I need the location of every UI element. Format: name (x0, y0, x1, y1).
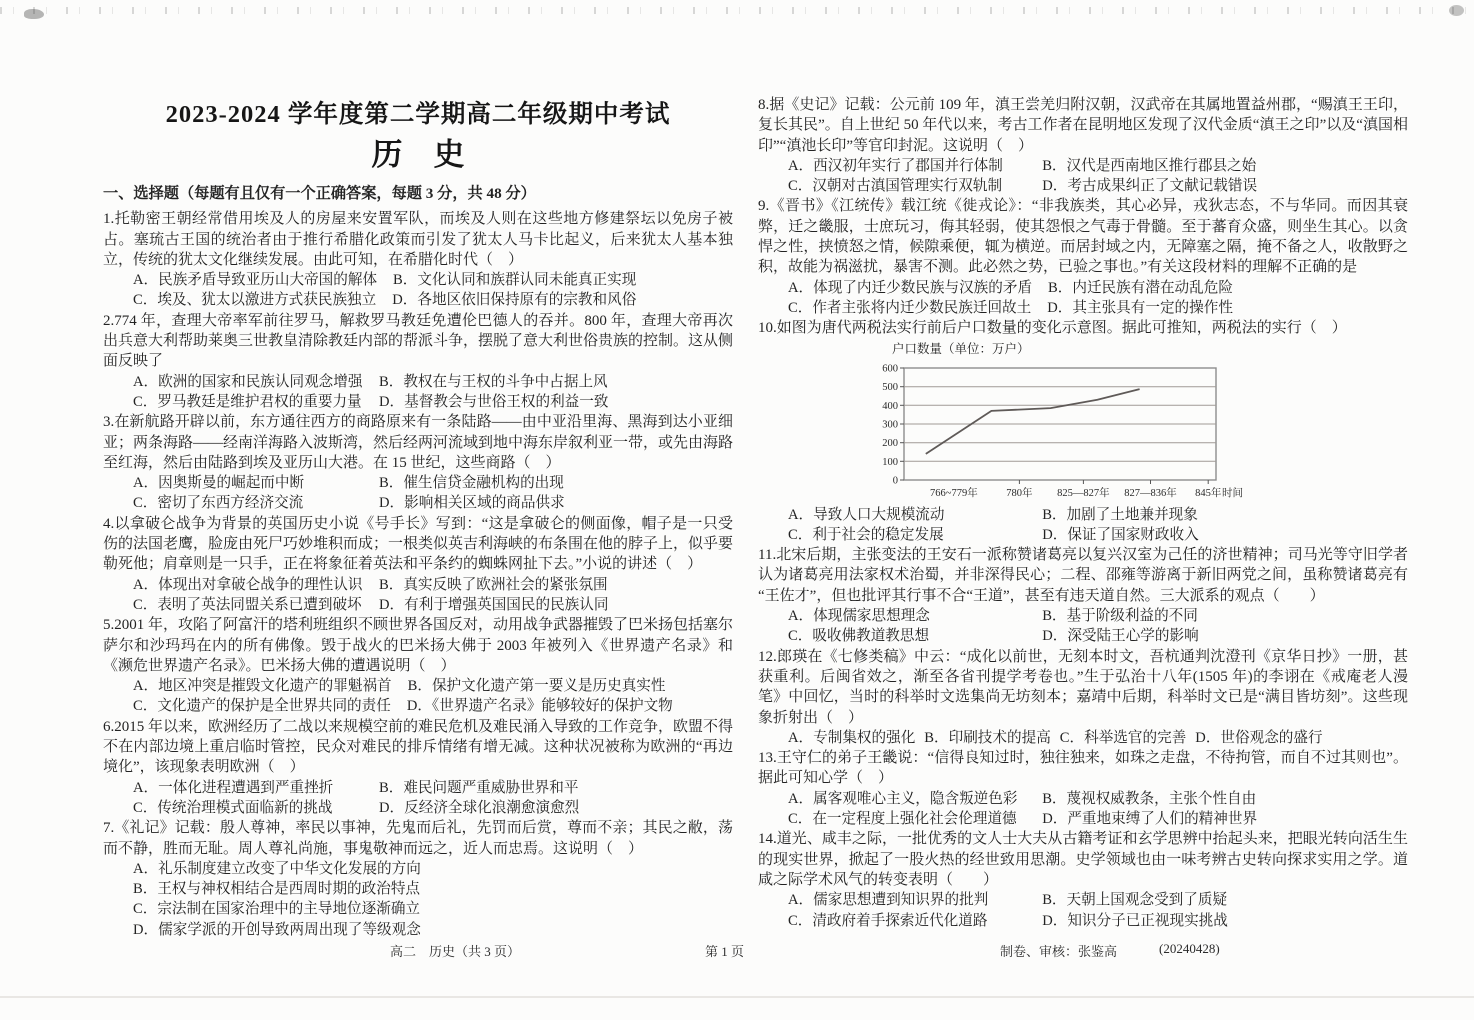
question-stem: 3.在新航路开辟以前，东方通往西方的商路原来有一条陆路——由中亚沿里海、黑海到达小亚细亚；两条海路——经南洋海路入波斯湾，然后经两河流域到地中海东岸叙利亚一带，或先由海路至红海，然后由陆路到埃及亚历山大港。在 15 世纪，这些商路（ ） (103, 414, 734, 471)
option-d: D．考古成果纠正了文献记载错误 (1042, 178, 1258, 195)
option-c: C．汉朝对古滇国管理实行双轨制 (788, 178, 1003, 195)
option-d: D．影响相关区域的商品供求 (379, 495, 565, 512)
footer-course-info: 高二 历史（共 3 页） (390, 944, 521, 959)
option-b: B．保护文化遗产第一要义是历史真实性 (407, 678, 666, 695)
svg-text:时间: 时间 (1222, 487, 1243, 499)
exam-title: 2023-2024 学年度第二学期高二年级期中考试 (165, 101, 671, 128)
option-c: C．埃及、犹太以激进方式获民族独立 (133, 292, 377, 309)
chart-title: 户口数量（单位：万户） (892, 341, 1030, 356)
option-a: A．民族矛盾导致亚历山大帝国的解体 (133, 272, 378, 289)
question-stem: 4.以拿破仑战争为背景的英国历史小说《号手长》写到：“这是拿破仑的侧面像，帽子是一只受伤的法国老鹰，脸庞由死尸巧妙堆积而成；一根类似英吉利海峡的布条围在他的脖子上，似乎要勒死他；肩章则是一只手，正在将象征着英法和平条约的蜘蛛网扯下去。”小说的讲述（ ） (103, 515, 734, 573)
option-c: C．作者主张将内迁少数民族迁回故土 (788, 299, 1032, 316)
svg-text:400: 400 (882, 400, 898, 412)
footer-page-number: 第 1 页 (705, 944, 745, 959)
option-b: B．文化认同和族群认同未能真正实现 (393, 272, 637, 289)
right-column (758, 95, 1408, 931)
option-d: D．知识分子已正视现实挑战 (1042, 912, 1228, 929)
question-6 (103, 717, 733, 818)
option-a: A．地区冲突是摧毁文化遗产的罪魁祸首 (133, 678, 392, 695)
option-c: C．吸收佛教道教思想 (788, 628, 930, 645)
option-d: D．基督教会与世俗王权的利益一致 (379, 393, 609, 410)
option-b: B．真实反映了欧洲社会的紧张氛围 (379, 576, 608, 593)
question-options (758, 278, 1408, 319)
option-c: C．在一定程度上强化社会伦理道德 (788, 811, 1017, 828)
scan-speck (24, 9, 44, 19)
subject-title: 历 史 (371, 137, 465, 172)
question-options (103, 676, 733, 717)
option-d: D．保证了国家财政收入 (1042, 526, 1199, 543)
question-stem: 5.2001 年，攻陷了阿富汗的塔利班组织不顾世界各国反对，动用战争武器摧毁了巴米扬包括塞尔萨尔和沙玛玛在内的所有佛像。毁于战火的巴米扬大佛于 2003 年被列入《世界遗产名录》和《濒危世界遗产名录》。巴米扬大佛的遭遇说明（ ） (103, 617, 734, 674)
option-b: B．蔑视权威教条，主张个性自由 (1042, 790, 1257, 807)
option-b: B．内迁民族有潜在动乱危险 (1048, 279, 1233, 296)
svg-text:600: 600 (882, 363, 898, 375)
question-3 (103, 412, 733, 513)
option-d: D．各地区依旧保持原有的宗教和风俗 (392, 292, 637, 309)
option-c: C．罗马教廷是维护君权的重要力量 (133, 393, 362, 410)
scan-noise (0, 7, 1474, 14)
option-a: A．体现儒家思想理念 (788, 608, 930, 625)
option-c: C．密切了东西方经济交流 (133, 495, 304, 512)
option-a: A．专制集权的强化 (788, 729, 916, 746)
footer-maker-info: 制卷、审核：张鉴高 (1000, 944, 1118, 959)
svg-text:845年: 845年 (1195, 487, 1222, 499)
question-options (758, 728, 1408, 748)
svg-text:300: 300 (882, 419, 898, 431)
option-b: B．难民问题严重威胁世界和平 (379, 779, 579, 796)
question-stem: 10.如图为唐代两税法实行前后户口数量的变化示意图。据此可推知，两税法的实行（ ） (758, 320, 1347, 337)
question-10 (758, 318, 1408, 545)
question-stem: 7.《礼记》记载：殷人尊神，率民以事神，先鬼而后礼，先罚而后赏，尊而不亲；其民之敝，荡而不静，胜而无耻。周人尊礼尚施，事鬼敬神而远之，近人而忠焉。这说明（ ） (103, 820, 733, 857)
question-9 (758, 196, 1408, 318)
option-a: A．体现了内迁少数民族与汉族的矛盾 (788, 279, 1033, 296)
option-a: A．体现出对拿破仑战争的理性认识 (133, 576, 363, 593)
question-8 (758, 95, 1408, 196)
question-options (758, 156, 1408, 197)
question-options (103, 778, 733, 819)
question-stem: 2.774 年，查理大帝率军前往罗马，解救罗马教廷免遭伦巴德人的吞并。800 年，查理大帝再次出兵意大利帮助莱奥三世教皇清除教廷内部的帮派斗争，摆脱了意大利世俗贵族的控制。这从侧面反映了 (103, 312, 734, 370)
option-c: C．利于社会的稳定发展 (788, 526, 944, 543)
svg-text:100: 100 (882, 456, 898, 468)
option-d: D．严重地束缚了人们的精神世界 (1042, 811, 1258, 828)
option-c: C．科举选官的完善 (1059, 729, 1187, 746)
option-c: C．文化遗产的保护是全世界共同的责任 (133, 698, 391, 715)
option-b: B．王权与神权相结合是西周时期的政治特点 (133, 881, 421, 898)
svg-text:0: 0 (892, 475, 898, 487)
question-options (758, 890, 1408, 931)
option-a: A．礼乐制度建立改变了中华文化发展的方向 (133, 860, 421, 877)
option-a: A．儒家思想遭到知识界的批判 (788, 892, 989, 909)
question-options (103, 270, 733, 311)
question-12 (758, 647, 1408, 748)
question-13 (758, 748, 1408, 829)
question-7 (103, 818, 733, 940)
svg-text:200: 200 (882, 437, 898, 449)
scan-speck (1449, 5, 1464, 16)
option-a: A．导致人口大规模流动 (788, 506, 945, 523)
question-stem: 14.道光、咸丰之际，一批优秀的文人士大夫从古籍考证和玄学思辨中抬起头来，把眼光转向活生生的现实世界，掀起了一股火热的经世致用思潮。史学领域也由一味考辨古史转向探求实用之学。道咸之际学术风气的转变表明（ ） (758, 831, 1408, 888)
footer-date-code: (20240428) (1159, 941, 1220, 956)
left-column (103, 100, 733, 940)
svg-text:827—836年: 827—836年 (1124, 487, 1177, 499)
option-d: D．儒家学派的开创导致两周出现了等级观念 (133, 921, 421, 938)
option-a: A．欧洲的国家和民族认同观念增强 (133, 373, 363, 390)
option-c: C．传统治理模式面临新的挑战 (133, 799, 333, 816)
option-b: B．汉代是西南地区推行郡县之始 (1042, 157, 1257, 174)
option-a: A．一体化进程遭遇到严重挫折 (133, 779, 334, 796)
question-1 (103, 209, 733, 310)
option-a: A．属客观唯心主义，隐含叛逆色彩 (788, 790, 1018, 807)
population-chart (870, 342, 1290, 503)
question-stem: 1.托勒密王朝经常借用埃及人的房屋来安置军队，而埃及人则在这些地方修建祭坛以免房子被占。塞琉古王国的统治者由于推行希腊化政策而引发了犹太人马卡比起义，后来犹太人基本独立，传统的犹太文化继续发展。由此可知，在希腊化时代（ ） (103, 211, 733, 268)
question-stem: 13.王守仁的弟子王畿说：“信得良知过时，独往独来，如珠之走盘，不待拘管，而自不过其则也”。据此可知心学（ ） (758, 750, 1408, 787)
question-options (103, 473, 733, 514)
option-b: B．加剧了土地兼并现象 (1042, 506, 1198, 523)
question-5 (103, 615, 733, 716)
option-c: C．清政府着手探索近代化道路 (788, 912, 988, 929)
question-14 (758, 829, 1408, 930)
option-d: D．世俗观念的盛行 (1195, 729, 1323, 746)
question-options (103, 575, 733, 616)
option-b: B．教权在与王权的斗争中占据上风 (379, 373, 608, 390)
svg-text:500: 500 (882, 381, 898, 393)
question-options (758, 505, 1408, 546)
question-stem: 9.《晋书》《江统传》载江统《徙戎论》：“非我族类，其心必异，戎狄志态，不与华同。而因其衰弊，迁之畿服，士庶玩习，侮其轻弱，使其怨恨之气毒于骨髓。至于蕃育众盛，则坐生其心。以贪悍之性，挟愤怒之情，候隙乘便，辄为横逆。而居封域之内，无障塞之隔，掩不备之人，收散野之积，故能为祸滋扰，暴害不测。此必然之势，已验之事也。”有关这段材料的理解不正确的是 (758, 198, 1408, 276)
question-stem: 11.北宋后期，主张变法的王安石一派称赞诸葛亮以复兴汉室为己任的济世精神；司马光等守旧学者认为诸葛亮用法家权术治蜀，并非深得民心；二程、邵雍等游离于新旧两党之间，虽称赞诸葛亮有“王佐才”，但也批评其行事不合“王道”，甚至有违天道自然。三大派系的观点（ ） (758, 547, 1408, 604)
option-b: B．基于阶级利益的不同 (1042, 608, 1198, 625)
option-b: B．天朝上国观念受到了质疑 (1042, 892, 1228, 909)
question-4 (103, 514, 733, 615)
question-options (758, 606, 1408, 647)
option-c: C．表明了英法同盟关系已遭到破坏 (133, 596, 362, 613)
svg-text:780年: 780年 (1006, 487, 1033, 499)
option-c: C．宗法制在国家治理中的主导地位逐渐确立 (133, 901, 421, 918)
question-2 (103, 311, 733, 412)
chart-canvas (870, 358, 1290, 503)
option-d: D．《世界遗产名录》能够较好的保护文物 (406, 698, 673, 715)
question-stem: 8.据《史记》记载：公元前 109 年，滇王尝羌归附汉朝，汉武帝在其属地置益州郡，“赐滇王王印，复长其民”。自上世纪 50 年代以来，考古工作者在昆明地区发现了汉代金质“滇王之印”以及“滇国相印”“滇池长印”等官印封泥。这说明（ ） (758, 97, 1408, 154)
svg-text:825—827年: 825—827年 (1057, 487, 1110, 499)
question-11 (758, 545, 1408, 646)
question-options (103, 372, 733, 413)
option-d: D．深受陆王心学的影响 (1042, 628, 1199, 645)
question-options (103, 859, 733, 940)
section-header: 一、选择题（每题有且仅有一个正确答案，每题 3 分，共 48 分） (103, 185, 536, 202)
option-d: D．其主张具有一定的操作性 (1047, 299, 1233, 316)
question-stem: 6.2015 年以来，欧洲经历了二战以来规模空前的难民危机及难民涌入导致的工作竞争，欧盟不得不在内部边境上重启临时管控，民众对难民的排斥情绪有增无减。这种状况被称为欧洲的“再边境化”，该现象表明欧洲（ ） (103, 718, 734, 776)
option-d: D．反经济全球化浪潮愈演愈烈 (379, 799, 580, 816)
question-stem: 12.郎瑛在《七修类稿》中云：“成化以前世，无刻本时文，吾杭通判沈澄刊《京华日抄》一册，甚获重利。后闽省效之，渐至各省刊提学考卷也。”生于弘治十八年(1505 年)的李诩在《戒庵老人漫笔》中回忆，当时的科举时文选集尚无坊刻本；嘉靖中后期，科举时文已是“满目皆坊刻”。这些现象折射出（ ） (758, 648, 1408, 726)
option-b: B．印刷技术的提高 (924, 729, 1051, 746)
option-a: A．因奥斯曼的崛起而中断 (133, 475, 305, 492)
option-d: D．有利于增强英国国民的民族认同 (379, 596, 609, 613)
svg-text:766~779年: 766~779年 (930, 487, 978, 499)
question-options (758, 789, 1408, 830)
option-b: B．催生信贷金融机构的出现 (379, 475, 564, 492)
scan-edge-line (0, 996, 1474, 998)
option-a: A．西汉初年实行了郡国并行体制 (788, 157, 1003, 174)
